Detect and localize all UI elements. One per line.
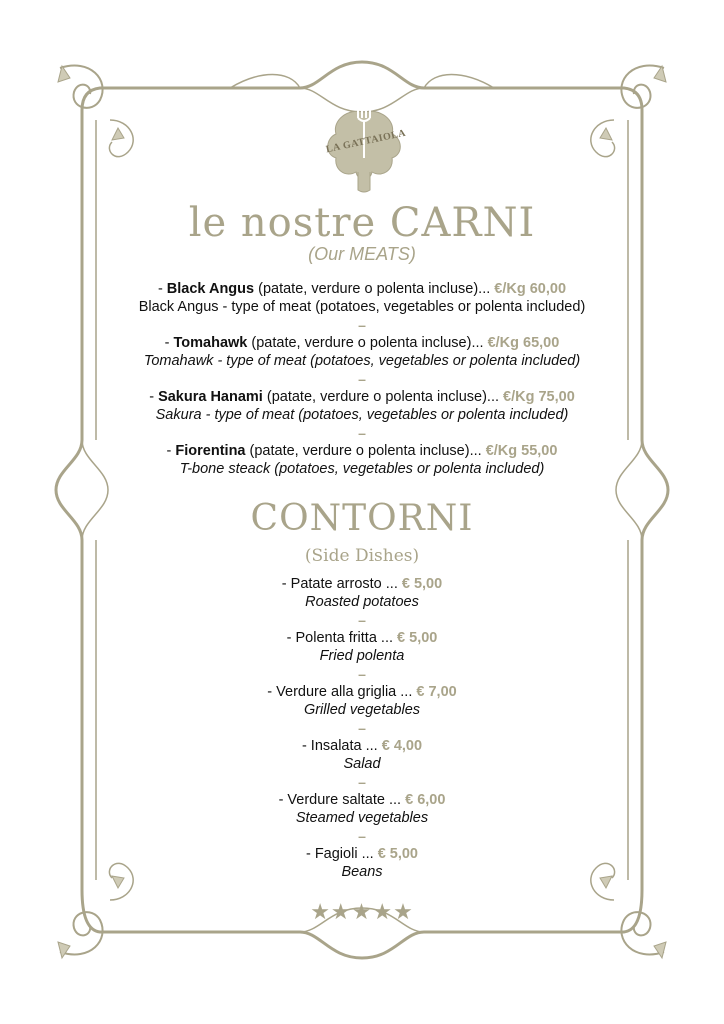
meats-list	[0, 280, 724, 478]
item-translation: Fried polenta	[319, 648, 405, 664]
price: € 5,00	[377, 846, 419, 862]
menu-item-black-angus: - Black Angus (patate, verdure o polenta incluse)... €/Kg 60,00	[157, 281, 567, 297]
side-item-insalata: - Insalata ... € 4,00	[301, 738, 423, 754]
separator: –	[358, 612, 366, 628]
logo-text: LA GATTAIOLA	[324, 127, 407, 156]
price: €/Kg 75,00	[503, 389, 575, 405]
sides-subtitle: (Side Dishes)	[304, 546, 420, 566]
separator: –	[358, 666, 366, 682]
item-translation: Salad	[343, 756, 381, 772]
item-translation: Sakura - type of meat (potatoes, vegetables or polenta included)	[155, 407, 569, 423]
separator: –	[358, 425, 366, 441]
price: € 5,00	[397, 630, 438, 646]
sides-list	[0, 575, 724, 881]
side-item-verdure-saltate: - Verdure saltate ... € 6,00	[278, 792, 446, 808]
side-item-verdure-griglia: - Verdure alla griglia ... € 7,00	[267, 684, 457, 700]
item-translation: Beans	[341, 864, 383, 880]
item-translation: Steamed vegetables	[295, 810, 429, 826]
price: € 6,00	[405, 792, 446, 808]
item-translation: T-bone steack (potatoes, vegetables or polenta included)	[179, 461, 545, 477]
price: €/Kg 65,00	[487, 335, 560, 351]
price: €/Kg 55,00	[485, 443, 558, 459]
separator: –	[358, 828, 366, 844]
meats-title: le nostre CARNI	[188, 200, 536, 246]
separator: –	[358, 371, 366, 387]
menu-item-sakura-hanami: - Sakura Hanami (patate, verdure o polenta incluse)... €/Kg 75,00	[149, 389, 575, 405]
price: € 4,00	[381, 738, 423, 754]
item-translation: Roasted potatoes	[305, 594, 419, 610]
side-item-fagioli: - Fagioli ... € 5,00	[305, 846, 419, 862]
price: €/Kg 60,00	[494, 281, 567, 297]
menu-item-fiorentina: - Fiorentina (patate, verdure o polenta incluse)... €/Kg 55,00	[166, 443, 558, 459]
item-translation: Grilled vegetables	[303, 702, 421, 718]
item-translation: Tomahawk - type of meat (potatoes, vegetables or polenta included)	[143, 353, 581, 369]
separator: –	[358, 774, 366, 790]
item-translation: Black Angus - type of meat (potatoes, vegetables or polenta included)	[138, 299, 586, 315]
separator: –	[358, 720, 366, 736]
price: € 7,00	[416, 684, 457, 700]
side-item-polenta-fritta: - Polenta fritta ... € 5,00	[286, 630, 438, 646]
sides-title: CONTORNI	[250, 498, 474, 539]
menu-item-tomahawk: - Tomahawk (patate, verdure o polenta incluse)... €/Kg 65,00	[164, 335, 560, 351]
side-item-patate-arrosto: - Patate arrosto ... € 5,00	[281, 576, 443, 592]
separator: –	[358, 317, 366, 333]
price: € 5,00	[401, 576, 443, 592]
rating-stars: ★★★★★	[310, 899, 414, 924]
meats-subtitle: (Our MEATS)	[308, 244, 416, 264]
